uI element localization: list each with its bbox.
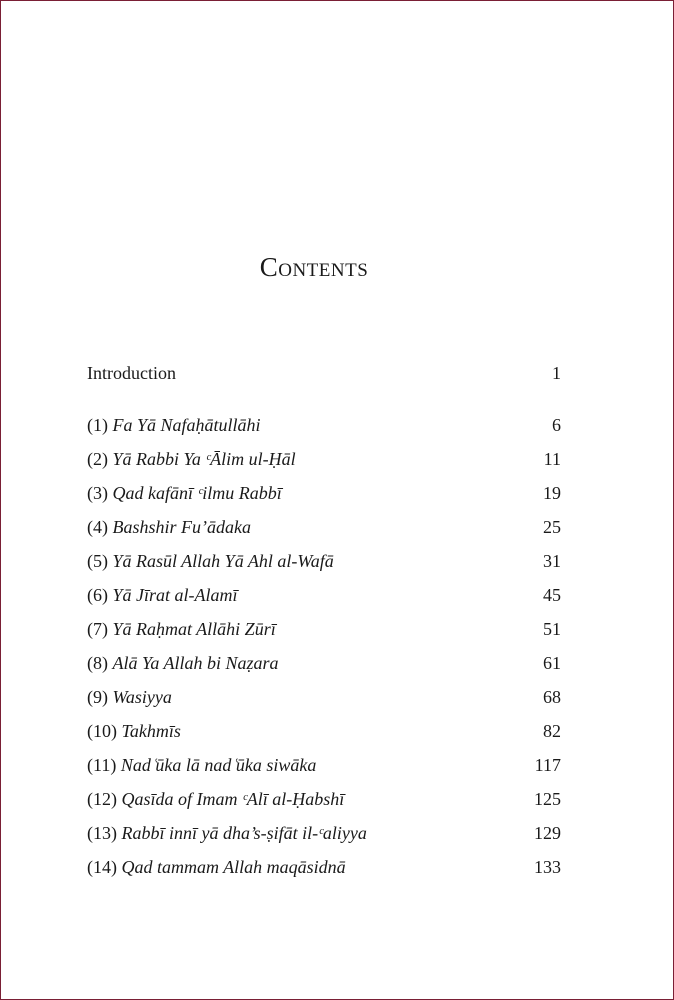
- toc-title: Rabbī innī yā dha’s-ṣifāt il-ᶜaliyya: [121, 823, 367, 843]
- toc-number: (9): [87, 687, 108, 707]
- toc-page: 51: [543, 619, 561, 639]
- toc-title: Bashshir Fu’ādaka: [112, 517, 251, 537]
- toc-title: Nad ͑ūka lā nad ͑ūka siwāka: [120, 755, 317, 775]
- toc-entry[interactable]: [87, 582, 561, 616]
- toc-entry[interactable]: [87, 718, 561, 752]
- toc-entry[interactable]: [87, 786, 561, 820]
- toc-entry[interactable]: [87, 820, 561, 854]
- toc-number: (5): [87, 551, 108, 571]
- toc-title: Qasīda of Imam ᶜAlī al-Ḥabshī: [121, 789, 345, 809]
- toc-title: Qad kafānī ᶜilmu Rabbī: [112, 483, 282, 503]
- toc-page: 31: [543, 551, 561, 571]
- toc-title: Yā Rabbi Ya ᶜĀlim ul-Ḥāl: [112, 449, 296, 469]
- toc-title: Yā Jīrat al-Alamī: [112, 585, 238, 605]
- toc-number: (3): [87, 483, 108, 503]
- toc-number: (11): [87, 755, 117, 775]
- toc-entry[interactable]: [87, 514, 561, 548]
- toc-entry[interactable]: [87, 548, 561, 582]
- toc-page: 125: [534, 789, 561, 809]
- toc-title: Wasiyya: [112, 687, 172, 707]
- toc-page: 82: [543, 721, 561, 741]
- toc-page: 133: [534, 857, 561, 877]
- toc-title: Takhmīs: [121, 721, 181, 741]
- toc-title: Alā Ya Allah bi Naẓara: [112, 653, 279, 673]
- toc-entry[interactable]: [87, 412, 561, 446]
- toc-number: (6): [87, 585, 108, 605]
- toc-entry[interactable]: [87, 854, 561, 888]
- toc-page: 11: [543, 449, 561, 469]
- toc-page: 1: [552, 363, 561, 383]
- toc-entry[interactable]: [87, 684, 561, 718]
- toc-number: (1): [87, 415, 108, 435]
- toc-number: (14): [87, 857, 117, 877]
- toc-number: (13): [87, 823, 117, 843]
- toc-entry[interactable]: [87, 480, 561, 514]
- toc-entry-introduction[interactable]: [87, 360, 561, 412]
- table-of-contents: [87, 360, 561, 888]
- toc-entry[interactable]: [87, 650, 561, 684]
- toc-entry[interactable]: [87, 752, 561, 786]
- toc-number: (12): [87, 789, 117, 809]
- toc-entry[interactable]: [87, 446, 561, 480]
- toc-page: 6: [552, 415, 561, 435]
- toc-title: Yā Rasūl Allah Yā Ahl al-Wafā: [112, 551, 334, 571]
- toc-title: Qad tammam Allah maqāsidnā: [121, 857, 346, 877]
- toc-page: 45: [543, 585, 561, 605]
- toc-page: 117: [534, 755, 561, 775]
- toc-entry[interactable]: [87, 616, 561, 650]
- toc-page: 61: [543, 653, 561, 673]
- toc-number: (8): [87, 653, 108, 673]
- toc-title: Introduction: [87, 363, 176, 383]
- toc-number: (2): [87, 449, 108, 469]
- toc-page: 129: [534, 823, 561, 843]
- toc-title: Fa Yā Nafaḥātullāhi: [112, 415, 261, 435]
- toc-page: 68: [543, 687, 561, 707]
- toc-page: 19: [543, 483, 561, 503]
- toc-number: (7): [87, 619, 108, 639]
- toc-title: Yā Raḥmat Allāhi Zūrī: [112, 619, 276, 639]
- toc-number: (10): [87, 721, 117, 741]
- toc-page: 25: [543, 517, 561, 537]
- toc-number: (4): [87, 517, 108, 537]
- page-title: Contents: [259, 252, 369, 282]
